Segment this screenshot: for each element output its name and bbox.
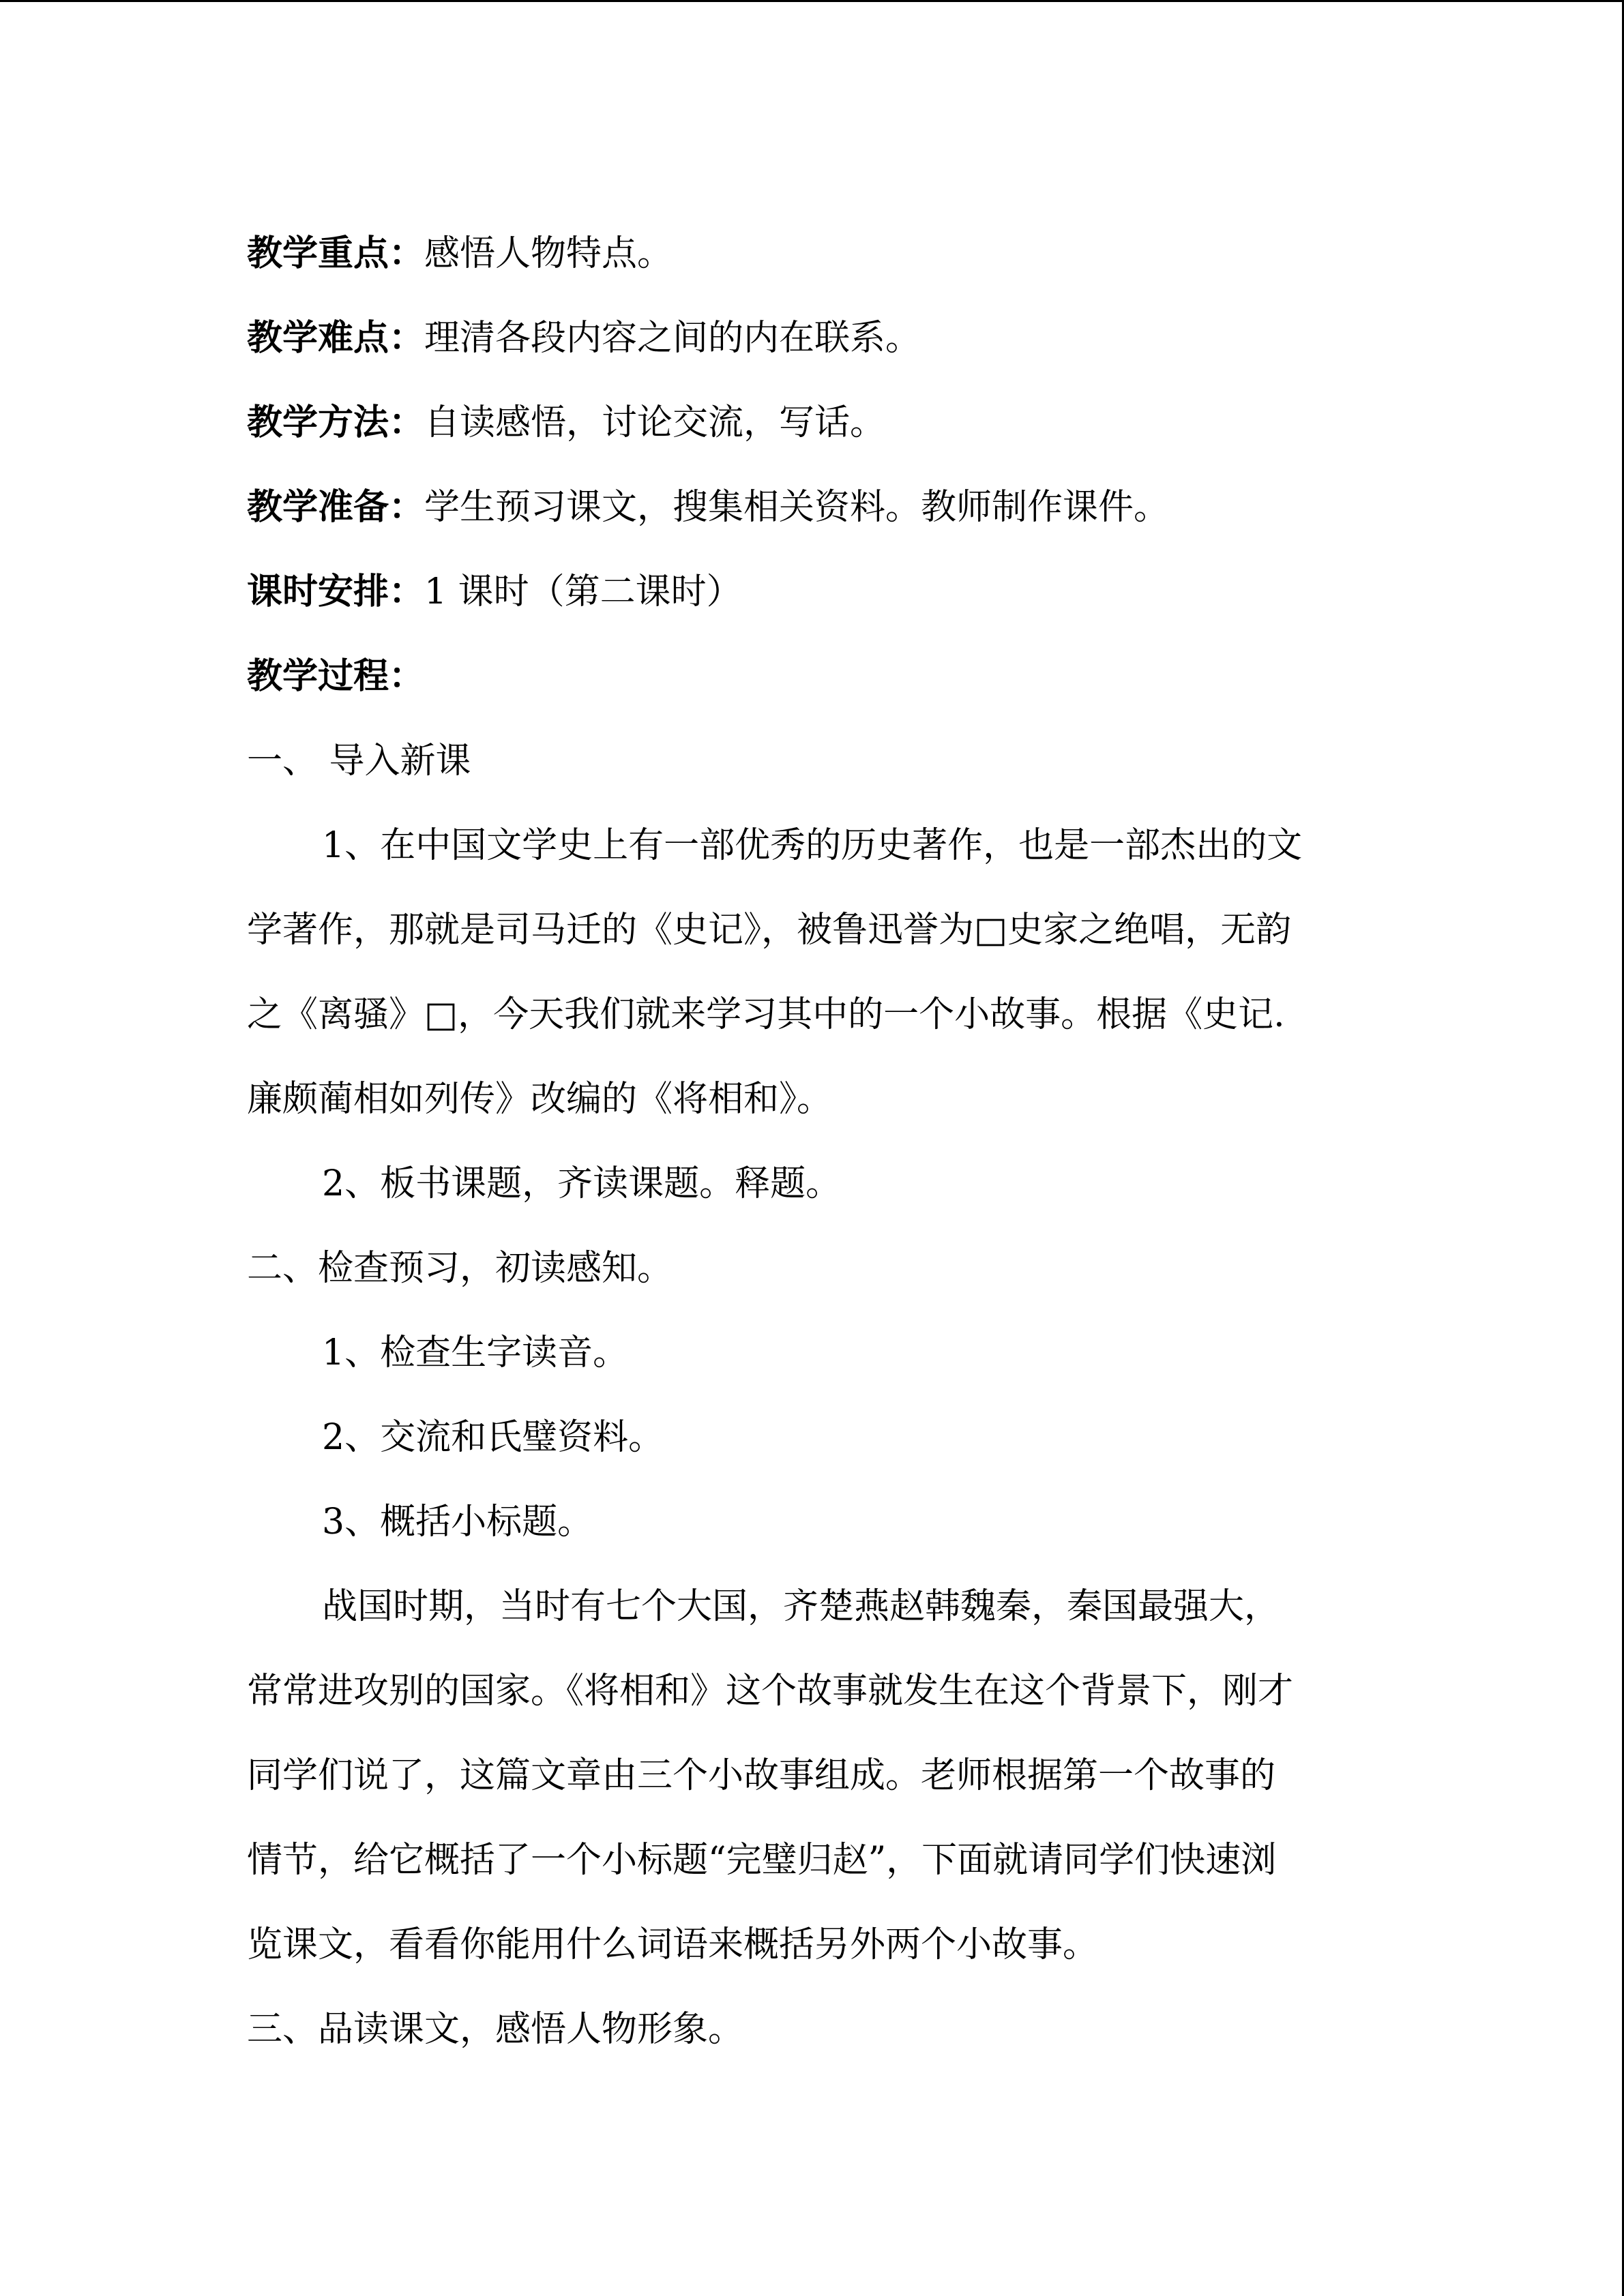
list-item: 3、概括小标题。 [322,1502,593,1542]
paragraph-line: 之《离骚》□，今天我们就来学习其中的一个小故事。根据《史记. [247,994,1285,1035]
section-heading-3: 三、品读课文，感悟人物形象。 [247,2009,744,2050]
paragraph-line: 览课文，看看你能用什么词语来概括另外两个小故事。 [247,1924,1099,1965]
section-heading-1: 一、 导入新课 [247,741,471,781]
paragraph-line: 1、在中国文学史上有一部优秀的历史著作，也是一部杰出的文 [322,825,1303,866]
page-border-top [0,0,1624,2]
list-item: 2、交流和氏璧资料。 [322,1417,664,1458]
teaching-focus-text: 感悟人物特点。 [424,233,673,274]
paragraph-line: 情节，给它概括了一个小标题“完璧归赵”，下面就请同学们快速浏 [247,1840,1277,1881]
teaching-preparation-label: 教学准备： [247,486,425,528]
teaching-method-label: 教学方法： [247,402,425,443]
paragraph-line: 战国时期，当时有七个大国，齐楚燕赵韩魏秦，秦国最强大， [322,1586,1280,1627]
lesson-schedule-text: 1 课时（第二课时） [424,571,742,612]
teaching-preparation-text: 学生预习课文，搜集相关资料。教师制作课件。 [424,487,1170,528]
paragraph-line: 学著作，那就是司马迁的《史记》，被鲁迅誉为□史家之绝唱，无韵 [247,910,1292,951]
document-body [247,211,1379,2072]
teaching-process-label: 教学过程： [247,655,425,697]
paragraph-line: 廉颇蔺相如列传》改编的《将相和》。 [247,1079,833,1120]
teaching-process-heading [247,634,1379,719]
teaching-method-text: 自读感悟，讨论交流，写话。 [424,402,886,443]
paragraph-line: 2、板书课题，齐读课题。释题。 [322,1163,842,1204]
paragraph-line: 常常进攻别的国家。《将相和》这个故事就发生在这个背景下，刚才 [247,1671,1294,1712]
teaching-focus-label: 教学重点： [247,233,425,274]
teaching-preparation-line [247,465,1379,550]
lesson-schedule-label: 课时安排： [247,571,425,612]
section-heading-2: 二、检查预习，初读感知。 [247,1248,673,1289]
teaching-difficulty-line [247,296,1379,381]
lesson-schedule-line [247,550,1379,634]
list-item: 1、检查生字读音。 [322,1332,629,1373]
teaching-difficulty-text: 理清各段内容之间的内在联系。 [424,318,921,359]
teaching-difficulty-label: 教学难点： [247,317,425,359]
teaching-method-line [247,381,1379,465]
teaching-focus-line [247,211,1379,296]
paragraph-line: 同学们说了，这篇文章由三个小故事组成。老师根据第一个故事的 [247,1755,1276,1796]
